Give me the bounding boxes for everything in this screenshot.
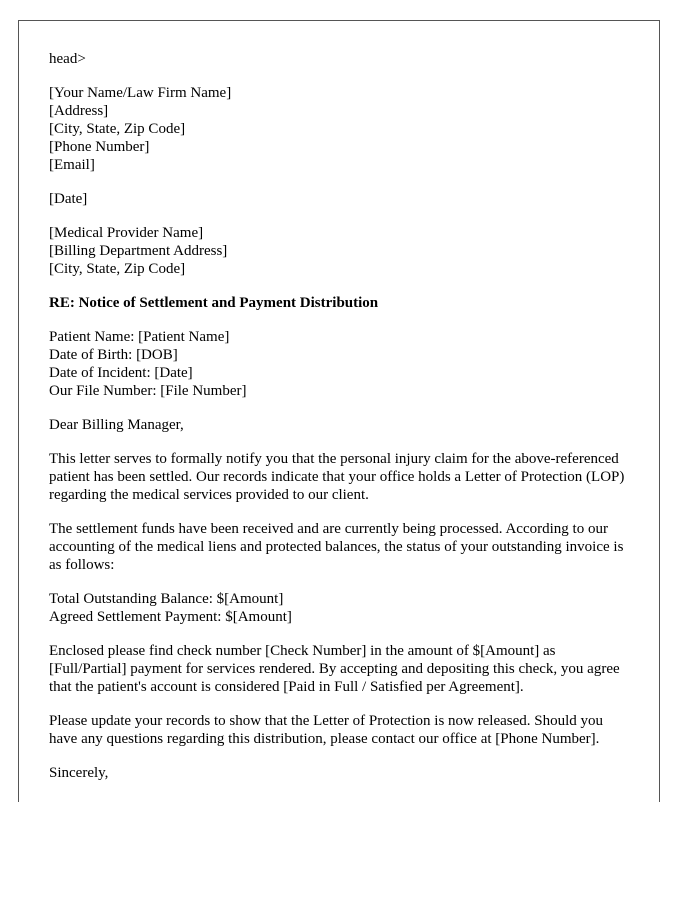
subject-block xyxy=(49,294,629,312)
patient-name: Patient Name: [Patient Name] xyxy=(49,329,230,345)
closing: Sincerely, xyxy=(49,765,109,781)
patient-dob: Date of Birth: [DOB] xyxy=(49,347,178,363)
date-block xyxy=(49,190,629,208)
recipient-address: [Billing Department Address] xyxy=(49,243,228,259)
sender-address: [Address] xyxy=(49,103,109,119)
patient-block xyxy=(49,328,629,400)
patient-file: Our File Number: [File Number] xyxy=(49,383,247,399)
letter-page xyxy=(18,20,660,802)
sender-email: [Email] xyxy=(49,157,95,173)
paragraph-2: The settlement funds have been received and are currently being processed. According to our accounting of the medical liens and protected balances, the status of your outstanding invoice is as follows: xyxy=(49,521,624,573)
sender-city: [City, State, Zip Code] xyxy=(49,121,186,137)
recipient-block xyxy=(49,224,629,278)
letter-date: [Date] xyxy=(49,191,88,207)
paragraph-1: This letter serves to formally notify you that the personal injury claim for the above-referenced patient has been settled. Our records indicate that your office holds a Letter of Protection (LOP) regarding the medical services provided to our client. xyxy=(49,451,625,503)
total-balance: Total Outstanding Balance: $[Amount] xyxy=(49,591,284,607)
recipient-name: [Medical Provider Name] xyxy=(49,225,204,241)
salutation-block xyxy=(49,416,629,434)
letter-content xyxy=(49,50,629,798)
balance-block xyxy=(49,590,629,626)
sender-name: [Your Name/Law Firm Name] xyxy=(49,85,232,101)
subject-line: RE: Notice of Settlement and Payment Distribution xyxy=(49,295,379,311)
sender-block xyxy=(49,84,629,174)
agreed-payment: Agreed Settlement Payment: $[Amount] xyxy=(49,609,292,625)
closing-block xyxy=(49,764,629,782)
recipient-city: [City, State, Zip Code] xyxy=(49,261,186,277)
patient-incident: Date of Incident: [Date] xyxy=(49,365,193,381)
paragraph-3: Enclosed please find check number [Check Number] in the amount of $[Amount] as [Full/Partial] payment for services rendered. By accepting and depositing this check, you agree that the patient's account is considered [Paid in Full / Satisfied per Agreement]. xyxy=(49,643,620,695)
paragraph-4: Please update your records to show that the Letter of Protection is now released. Should you have any questions regarding this distribution, please contact our office at [Phone Number]. xyxy=(49,713,604,747)
salutation: Dear Billing Manager, xyxy=(49,417,184,433)
sender-phone: [Phone Number] xyxy=(49,139,150,155)
stray-text: head> xyxy=(49,51,86,67)
